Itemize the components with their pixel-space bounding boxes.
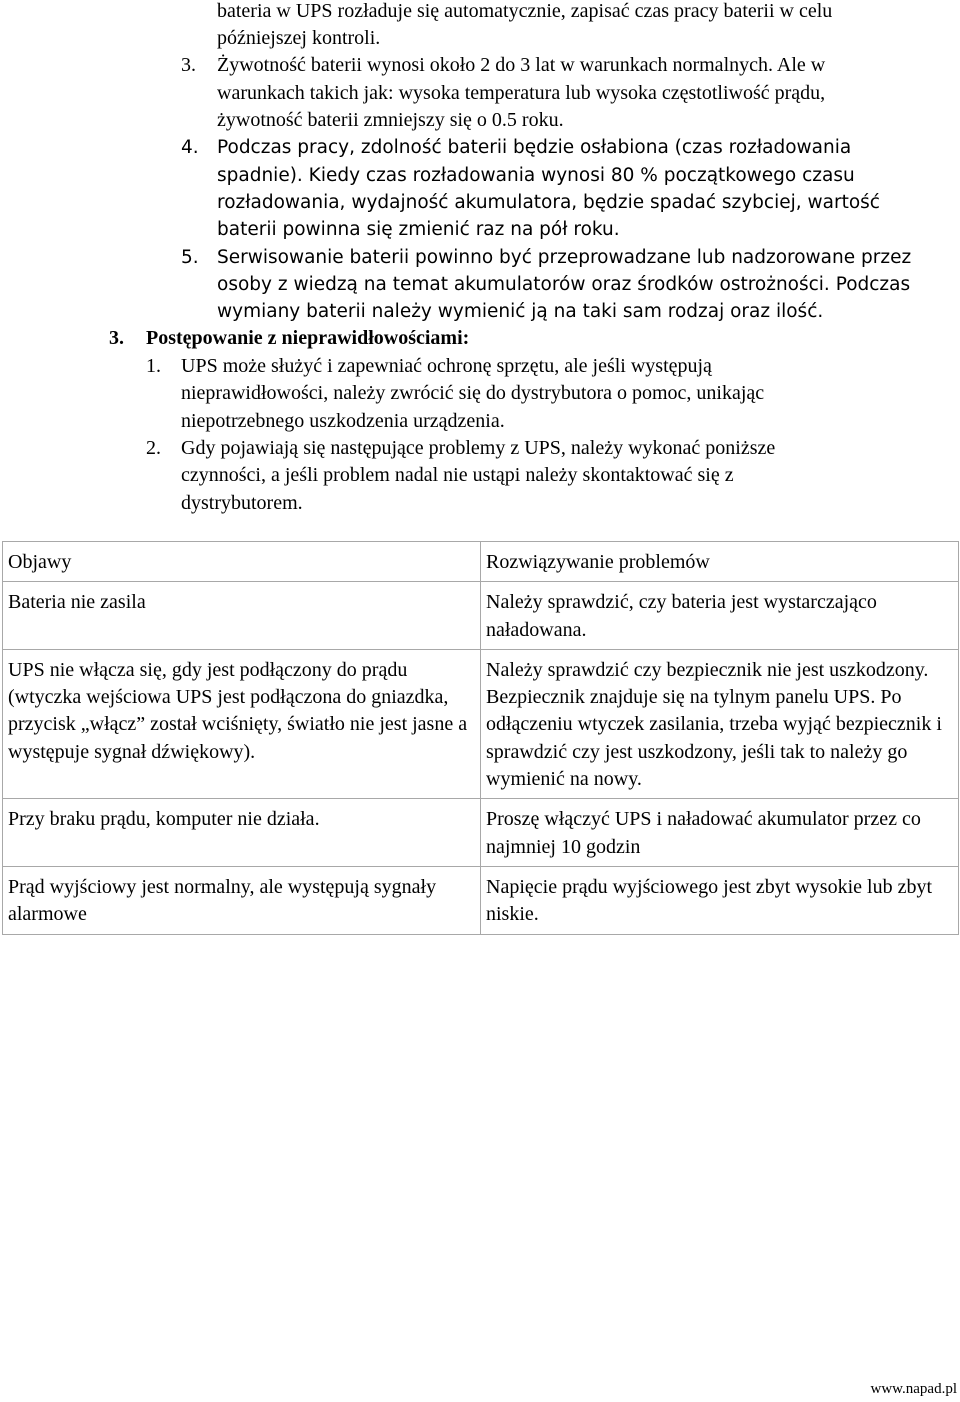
solution-cell: Napięcie prądu wyjściowego jest zbyt wysokie lub zbyt niskie.: [481, 866, 959, 934]
text-line: czynności, a jeśli problem nadal nie ustąpi należy skontaktować się z: [181, 464, 734, 486]
table-row: [3, 799, 959, 867]
list-item-number: 1.: [146, 355, 161, 377]
list-item-number: 4.: [181, 137, 199, 158]
list-item-number: 5.: [181, 247, 199, 268]
text-line: osoby z wiedzą na temat akumulatorów oraz środków ostrożności. Podczas: [217, 274, 911, 295]
text-line: rozładowania, wydajność akumulatora, będzie spadać szybciej, wartość: [217, 192, 880, 213]
symptom-cell: Prąd wyjściowy jest normalny, ale występują sygnały alarmowe: [3, 866, 481, 934]
text-line: Gdy pojawiają się następujące problemy z UPS, należy wykonać poniższe: [181, 437, 776, 459]
text-line: spadnie). Kiedy czas rozładowania wynosi 80 % początkowego czasu: [217, 165, 855, 186]
text-line: Żywotność baterii wynosi około 2 do 3 lat w warunkach normalnych. Ale w: [217, 54, 826, 76]
symptom-cell: Przy braku prądu, komputer nie działa.: [3, 799, 481, 867]
table-row: [3, 866, 959, 934]
section-heading: Postępowanie z nieprawidłowościami:: [146, 327, 470, 349]
solution-cell: Należy sprawdzić czy bezpiecznik nie jest uszkodzony. Bezpiecznik znajduje się na tylnym panelu UPS. Po odłączeniu wtyczek zasilania, trzeba wyjąć bezpiecznik i sprawdzić czy jest uszkodzony, jeśli tak to należy go wymienić na nowy.: [481, 649, 959, 798]
table-row: [3, 649, 959, 798]
text-line: UPS może służyć i zapewniać ochronę sprzętu, ale jeśli występują: [181, 355, 712, 377]
text-line: niepotrzebnego uszkodzenia urządzenia.: [181, 410, 505, 432]
text-line: późniejszej kontroli.: [217, 27, 381, 49]
solution-cell: Proszę włączyć UPS i naładować akumulator przez co najmniej 10 godzin: [481, 799, 959, 867]
text-line: warunkach takich jak: wysoka temperatura lub wysoka częstotliwość prądu,: [217, 82, 826, 104]
section-number: 3.: [109, 327, 124, 349]
solution-cell: Należy sprawdzić, czy bateria jest wystarczająco naładowana.: [481, 582, 959, 650]
text-line: dystrybutorem.: [181, 492, 303, 514]
list-item-number: 3.: [181, 54, 196, 76]
text-line: Serwisowanie baterii powinno być przeprowadzane lub nadzorowane przez: [217, 247, 912, 268]
header-symptoms: Objawy: [3, 542, 481, 582]
symptom-cell: UPS nie włącza się, gdy jest podłączony do prądu (wtyczka wejściowa UPS jest podłączona do gniazdka, przycisk „włącz” został wciśnięty, światło nie jest jasne a występuje sygnał dźwiękowy).: [3, 649, 481, 798]
text-line: żywotność baterii zmniejszy się o 0.5 roku.: [217, 109, 564, 131]
table-header-row: [3, 542, 959, 582]
text-line: bateria w UPS rozładuje się automatycznie, zapisać czas pracy baterii w celu: [217, 0, 833, 22]
text-line: wymiany baterii należy wymienić ją na taki sam rodzaj oraz ilość.: [217, 301, 824, 322]
text-line: baterii powinna się zmienić raz na pół roku.: [217, 219, 620, 240]
list-item-number: 2.: [146, 437, 161, 459]
text-line: nieprawidłowości, należy zwrócić się do dystrybutora o pomoc, unikając: [181, 382, 765, 404]
symptom-cell: Bateria nie zasila: [3, 582, 481, 650]
troubleshooting-table: [2, 541, 959, 935]
text-line: Podczas pracy, zdolność baterii będzie osłabiona (czas rozładowania: [217, 137, 852, 158]
header-solutions: Rozwiązywanie problemów: [481, 542, 959, 582]
table-row: [3, 582, 959, 650]
footer-url: www.napad.pl: [870, 1381, 957, 1397]
